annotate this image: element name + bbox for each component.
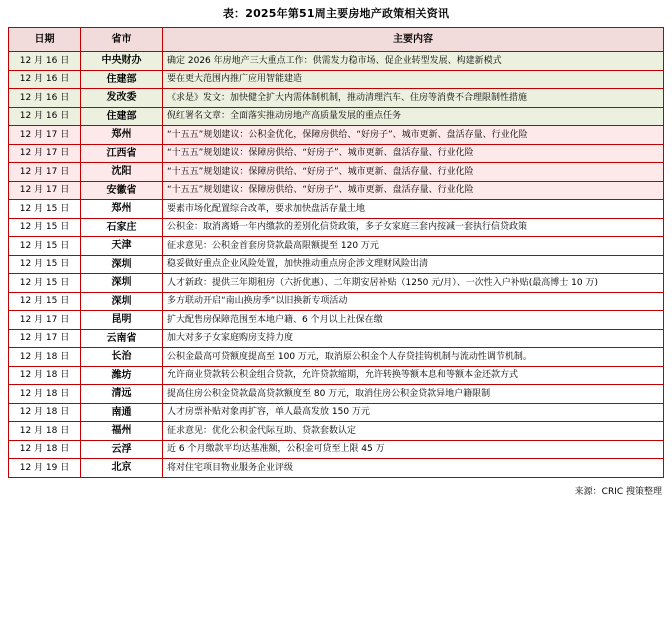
table-row	[9, 292, 664, 311]
cell-content: 将对住宅项目物业服务企业评级	[163, 459, 664, 478]
cell-date: 12 月 18 日	[9, 385, 81, 404]
page-title: 表：2025年第51周主要房地产政策相关资讯	[222, 7, 450, 20]
table-row	[9, 385, 664, 404]
table-row	[9, 126, 664, 145]
cell-content: 近 6 个月缴款平均达基准额，公积金可贷至上限 45 万	[163, 440, 664, 459]
cell-date: 12 月 16 日	[9, 70, 81, 89]
cell-content: 征求意见：公积金首套房贷款最高限额提至 120 万元	[163, 237, 664, 256]
policy-news-table	[8, 27, 664, 478]
cell-date: 12 月 15 日	[9, 237, 81, 256]
cell-city: 住建部	[81, 107, 163, 126]
cell-date: 12 月 18 日	[9, 422, 81, 441]
table-row	[9, 144, 664, 163]
cell-content: 允许商业贷款转公积金组合贷款，允许贷款缩期，允许转换等额本息和等额本金还款方式	[163, 366, 664, 385]
table-row	[9, 440, 664, 459]
cell-city: 沈阳	[81, 163, 163, 182]
cell-content: 多方联动开启“南山换房季”以旧换新专项活动	[163, 292, 664, 311]
cell-content: 扩大配售房保障范围至本地户籍、6 个月以上社保在缴	[163, 311, 664, 330]
cell-date: 12 月 19 日	[9, 459, 81, 478]
cell-city: 昆明	[81, 311, 163, 330]
table-row	[9, 237, 664, 256]
table-row	[9, 403, 664, 422]
cell-city: 郑州	[81, 200, 163, 219]
cell-date: 12 月 15 日	[9, 218, 81, 237]
cell-date: 12 月 18 日	[9, 348, 81, 367]
cell-city: 中央财办	[81, 52, 163, 71]
table-body	[9, 52, 664, 478]
table-row	[9, 311, 664, 330]
cell-content: 公积金最高可贷额度提高至 100 万元，取消原公积金个人存贷挂钩机制与流动性调节机制。	[163, 348, 664, 367]
cell-date: 12 月 17 日	[9, 311, 81, 330]
table-row	[9, 218, 664, 237]
cell-content: “十五五”规划建议：保障房供给、“好房子”、城市更新、盘活存量、行业化险	[163, 181, 664, 200]
cell-city: 北京	[81, 459, 163, 478]
cell-date: 12 月 17 日	[9, 181, 81, 200]
cell-date: 12 月 15 日	[9, 200, 81, 219]
cell-date: 12 月 16 日	[9, 52, 81, 71]
cell-date: 12 月 18 日	[9, 366, 81, 385]
cell-city: 长治	[81, 348, 163, 367]
table-row	[9, 255, 664, 274]
cell-city: 安徽省	[81, 181, 163, 200]
cell-content: “十五五”规划建议：保障房供给、“好房子”、城市更新、盘活存量、行业化险	[163, 144, 664, 163]
cell-city: 住建部	[81, 70, 163, 89]
cell-city: 深圳	[81, 255, 163, 274]
table-row	[9, 181, 664, 200]
cell-content: 人才房票补贴对象再扩容，单人最高发放 150 万元	[163, 403, 664, 422]
table-row	[9, 348, 664, 367]
cell-content: 要素市场化配置综合改革，要求加快盘活存量土地	[163, 200, 664, 219]
cell-city: 江西省	[81, 144, 163, 163]
cell-date: 12 月 16 日	[9, 107, 81, 126]
column-header-content: 主要内容	[163, 28, 664, 52]
table-row	[9, 163, 664, 182]
table-row	[9, 200, 664, 219]
cell-date: 12 月 17 日	[9, 163, 81, 182]
table-row	[9, 107, 664, 126]
cell-date: 12 月 17 日	[9, 329, 81, 348]
cell-city: 郑州	[81, 126, 163, 145]
cell-city: 深圳	[81, 292, 163, 311]
table-row	[9, 329, 664, 348]
cell-content: 征求意见：优化公积金代际互助、贷款套数认定	[163, 422, 664, 441]
cell-content: 人才新政：提供三年期租房（六折优惠）、二年期安居补贴（1250 元/月）、一次性入户补贴(最高博士 10 万)	[163, 274, 664, 293]
table-header-row	[9, 28, 664, 52]
table-row	[9, 366, 664, 385]
column-header-city: 省市	[81, 28, 163, 52]
table-row	[9, 89, 664, 108]
source-note: 来源：CRIC 搜策整理	[574, 486, 662, 497]
cell-city: 发改委	[81, 89, 163, 108]
table-row	[9, 52, 664, 71]
cell-content: 稳妥做好重点企业风险处置，加快推动重点房企涉文理财风险出清	[163, 255, 664, 274]
table-row	[9, 422, 664, 441]
cell-content: 公积金：取消离婚一年内缴款的差别化信贷政策，多子女家庭三套内按减一套执行信贷政策	[163, 218, 664, 237]
cell-content: 倪红署名文章：全面落实推动房地产高质量发展的重点任务	[163, 107, 664, 126]
cell-content: “十五五”规划建议：保障房供给、“好房子”、城市更新、盘活存量、行业化险	[163, 163, 664, 182]
cell-city: 云浮	[81, 440, 163, 459]
cell-content: 确定 2026 年房地产三大重点工作：供需发力稳市场、促企业转型发展、构建新模式	[163, 52, 664, 71]
cell-city: 天津	[81, 237, 163, 256]
table-row	[9, 459, 664, 478]
cell-date: 12 月 15 日	[9, 255, 81, 274]
cell-city: 南通	[81, 403, 163, 422]
cell-city: 清远	[81, 385, 163, 404]
cell-content: 提高住房公积金贷款最高贷款额度至 80 万元，取消住房公积金贷款异地户籍限制	[163, 385, 664, 404]
cell-city: 云南省	[81, 329, 163, 348]
table-row	[9, 274, 664, 293]
cell-content: 要在更大范围内推广应用智能建造	[163, 70, 664, 89]
cell-content: 《求是》发文：加快健全扩大内需体制机制，推动清理汽车、住房等消费不合理限制性措施	[163, 89, 664, 108]
cell-date: 12 月 16 日	[9, 89, 81, 108]
cell-content: 加大对多子女家庭购房支持力度	[163, 329, 664, 348]
cell-city: 石家庄	[81, 218, 163, 237]
cell-city: 福州	[81, 422, 163, 441]
cell-date: 12 月 18 日	[9, 403, 81, 422]
table-row	[9, 70, 664, 89]
cell-city: 深圳	[81, 274, 163, 293]
cell-city: 潍坊	[81, 366, 163, 385]
cell-date: 12 月 17 日	[9, 126, 81, 145]
cell-date: 12 月 15 日	[9, 292, 81, 311]
cell-content: “十五五”规划建议：公积金优化，保障房供给、“好房子”、城市更新、盘活存量、行业化险	[163, 126, 664, 145]
cell-date: 12 月 15 日	[9, 274, 81, 293]
column-header-date: 日期	[9, 28, 81, 52]
cell-date: 12 月 17 日	[9, 144, 81, 163]
table-header	[9, 28, 664, 52]
cell-date: 12 月 18 日	[9, 440, 81, 459]
